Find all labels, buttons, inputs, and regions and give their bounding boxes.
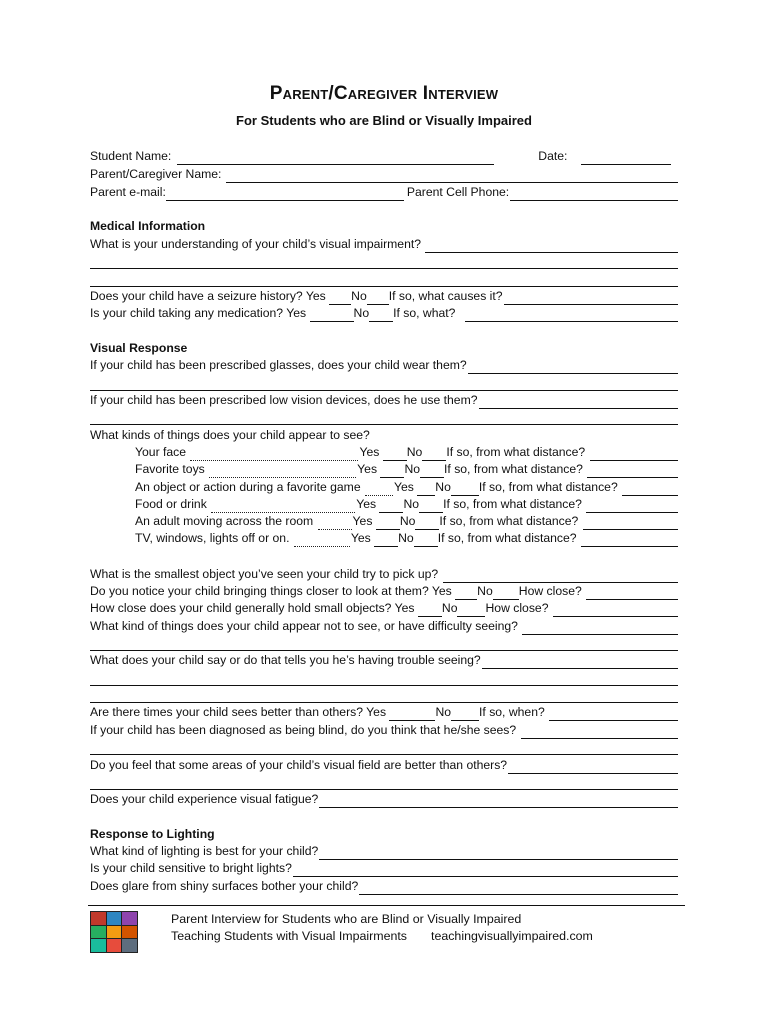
question-text: What does your child say or do that tells you he’s having trouble seeing? [90, 653, 481, 667]
answer-field[interactable] [468, 360, 678, 374]
footer-divider [88, 905, 685, 906]
question-text: Do you feel that some areas of your child’s visual field are better than others? [90, 758, 508, 772]
question-text: Do you notice your child bringing things closer to look at them? Yes [90, 584, 456, 598]
logo-tile [122, 912, 137, 925]
distance-field[interactable] [587, 464, 678, 478]
no-blank[interactable] [414, 533, 438, 547]
no-blank[interactable] [415, 516, 439, 530]
no-blank[interactable] [451, 482, 479, 496]
medical-heading: Medical Information [90, 219, 206, 233]
dot-leader [211, 500, 355, 513]
question-text: Is your child sensitive to bright lights? [90, 861, 292, 875]
followup-text: If so, from what distance? [439, 514, 582, 528]
followup-text: If so, what? [393, 306, 459, 320]
answer-field[interactable] [504, 291, 678, 305]
item-label: An adult moving across the room [135, 514, 317, 528]
no-label: No [351, 289, 367, 303]
question-text: Does your child have a seizure history? Yes [90, 289, 330, 303]
logo-tile [122, 926, 137, 939]
yes-blank[interactable] [418, 603, 442, 617]
student-name-label: Student Name: [90, 149, 172, 163]
answer-field[interactable] [293, 863, 678, 877]
no-blank[interactable] [451, 707, 479, 721]
answer-line[interactable] [90, 702, 678, 703]
followup-text: If so, what causes it? [388, 289, 503, 303]
question-text: If your child has been diagnosed as being blind, do you think that he/she sees? [90, 723, 520, 737]
answer-field[interactable] [508, 760, 678, 774]
parent-contact-row [90, 184, 678, 201]
no-blank[interactable] [420, 464, 444, 478]
logo-tile [91, 939, 106, 952]
item-label: Your face [135, 445, 190, 459]
answer-line[interactable] [90, 268, 678, 269]
followup-text: If so, from what distance? [437, 531, 580, 545]
answer-field[interactable] [479, 395, 678, 409]
yes-label: Yes [357, 462, 381, 476]
yes-label: Yes [394, 480, 418, 494]
no-label: No [435, 705, 452, 719]
no-blank[interactable] [367, 291, 389, 305]
followup-text: How close? [485, 601, 552, 615]
distance-field[interactable] [586, 499, 678, 513]
yes-blank[interactable] [329, 291, 351, 305]
no-label: No [353, 306, 370, 320]
date-field[interactable] [581, 151, 671, 165]
answer-field[interactable] [425, 239, 678, 253]
yes-blank[interactable] [417, 482, 435, 496]
question-text: What is the smallest object you’ve seen your child try to pick up? [90, 567, 442, 581]
question-text: If your child has been prescribed glasses, does your child wear them? [90, 358, 467, 372]
dot-leader [365, 483, 393, 496]
answer-field[interactable] [482, 655, 678, 669]
visual-q8 [90, 652, 678, 669]
distance-field[interactable] [622, 482, 678, 496]
no-label: No [435, 480, 451, 494]
footer-org: Teaching Students with Visual Impairments [171, 929, 408, 943]
distance-field[interactable] [583, 516, 678, 530]
answer-field[interactable] [465, 308, 678, 322]
dot-leader [294, 534, 350, 547]
followup-text: If so, when? [479, 705, 549, 719]
lighting-q1 [90, 843, 678, 860]
answer-field[interactable] [443, 569, 678, 583]
answer-field[interactable] [553, 603, 678, 617]
answer-field[interactable] [521, 725, 678, 739]
student-name-field[interactable] [177, 151, 494, 165]
medical-q1 [90, 236, 678, 253]
visual-q2 [90, 392, 678, 409]
answer-field[interactable] [319, 846, 678, 860]
student-name-row [90, 148, 678, 165]
yes-blank[interactable] [310, 308, 354, 322]
logo-tile [91, 912, 106, 925]
lighting-q2 [90, 860, 678, 877]
parent-email-label: Parent e-mail: [90, 185, 166, 199]
parent-name-row [90, 166, 678, 183]
yes-blank[interactable] [383, 447, 407, 461]
answer-line[interactable] [90, 286, 678, 287]
visual-q6 [90, 600, 678, 617]
question-text: What kind of things does your child appear not to see, or have difficulty seeing? [90, 619, 522, 633]
yes-blank[interactable] [389, 707, 435, 721]
question-text: What kind of lighting is best for your child? [90, 844, 319, 858]
answer-line[interactable] [90, 789, 678, 790]
visual-heading: Visual Response [90, 341, 188, 355]
visual-q3 [90, 427, 678, 444]
footer-website-link[interactable]: teachingvisuallyimpaired.com [431, 929, 593, 943]
visual-q11 [90, 757, 678, 774]
visual-q5 [90, 583, 678, 600]
see-item-tv [135, 530, 678, 547]
answer-field[interactable] [359, 881, 678, 895]
no-label: No [403, 497, 420, 511]
answer-line[interactable] [90, 650, 678, 651]
followup-text: If so, from what distance? [446, 445, 589, 459]
no-blank[interactable] [457, 603, 485, 617]
answer-field[interactable] [319, 794, 678, 808]
lighting-heading: Response to Lighting [90, 827, 215, 841]
followup-text: If so, from what distance? [478, 480, 622, 494]
logo-tile [107, 926, 122, 939]
item-label: Food or drink [135, 497, 211, 511]
yes-blank[interactable] [379, 499, 403, 513]
yes-blank[interactable] [374, 533, 398, 547]
question-text: Is your child taking any medication? Yes [90, 306, 310, 320]
visual-q1 [90, 357, 678, 374]
question-text: How close does your child generally hold small objects? Yes [90, 601, 418, 615]
yes-blank[interactable] [455, 586, 477, 600]
see-item-food [135, 496, 678, 513]
see-item-face [135, 444, 678, 461]
answer-line[interactable] [90, 424, 678, 425]
visual-q12 [90, 791, 678, 808]
answer-line[interactable] [90, 390, 678, 391]
no-blank[interactable] [369, 308, 393, 322]
question-text: If your child has been prescribed low vision devices, does he use them? [90, 393, 478, 407]
distance-field[interactable] [581, 533, 678, 547]
question-text: What kinds of things does your child appear to see? [90, 428, 370, 442]
page-subtitle: For Students who are Blind or Visually Impaired [236, 113, 532, 128]
yes-blank[interactable] [380, 464, 404, 478]
item-label: An object or action during a favorite game [135, 480, 364, 494]
question-text: Are there times your child sees better than others? Yes [90, 705, 390, 719]
no-label: No [406, 445, 423, 459]
parent-phone-label: Parent Cell Phone: [406, 185, 510, 199]
dot-leader [318, 517, 352, 530]
visual-q7 [90, 618, 678, 635]
no-label: No [477, 584, 493, 598]
item-label: Favorite toys [135, 462, 209, 476]
visual-q10 [90, 722, 678, 739]
question-text: What is your understanding of your child’s visual impairment? [90, 237, 422, 251]
logo-tile [91, 926, 106, 939]
answer-field[interactable] [549, 707, 678, 721]
visual-q4 [90, 566, 678, 583]
answer-line[interactable] [90, 685, 678, 686]
no-label: No [399, 514, 416, 528]
question-text: Does your child experience visual fatigue? [90, 792, 319, 806]
see-item-object [135, 479, 678, 496]
see-item-adult [135, 513, 678, 530]
no-blank[interactable] [422, 447, 446, 461]
yes-label: Yes [350, 531, 375, 545]
medical-q3 [90, 305, 678, 322]
site-logo [90, 911, 138, 953]
parent-email-field[interactable] [166, 187, 404, 201]
see-item-toys [135, 461, 678, 478]
dot-leader [209, 465, 356, 478]
followup-text: If so, from what distance? [443, 497, 586, 511]
yes-label: Yes [359, 445, 383, 459]
item-label: TV, windows, lights off or on. [135, 531, 293, 545]
followup-text: How close? [518, 584, 586, 598]
answer-field[interactable] [586, 586, 678, 600]
date-label: Date: [538, 149, 568, 163]
answer-line[interactable] [90, 754, 678, 755]
answer-field[interactable] [522, 621, 678, 635]
logo-tile [107, 939, 122, 952]
parent-phone-field[interactable] [510, 187, 678, 201]
no-label: No [404, 462, 421, 476]
no-label: No [441, 601, 458, 615]
footer-line-2 [171, 928, 593, 944]
footer-line-1: Parent Interview for Students who are Blind or Visually Impaired [171, 912, 522, 926]
distance-field[interactable] [590, 447, 678, 461]
logo-tile [107, 912, 122, 925]
visual-q9 [90, 704, 678, 721]
followup-text: If so, from what distance? [444, 462, 587, 476]
question-text: Does glare from shiny surfaces bother your child? [90, 879, 359, 893]
lighting-q3 [90, 878, 678, 895]
dot-leader [190, 448, 358, 461]
logo-tile [122, 939, 137, 952]
medical-q2 [90, 288, 678, 305]
no-blank[interactable] [493, 586, 519, 600]
no-blank[interactable] [419, 499, 443, 513]
parent-name-label: Parent/Caregiver Name: [90, 167, 222, 181]
page-title: Parent/Caregiver Interview [269, 83, 499, 104]
no-label: No [398, 531, 414, 545]
parent-name-field[interactable] [226, 169, 678, 183]
yes-label: Yes [356, 497, 380, 511]
yes-label: Yes [352, 514, 376, 528]
yes-blank[interactable] [376, 516, 400, 530]
